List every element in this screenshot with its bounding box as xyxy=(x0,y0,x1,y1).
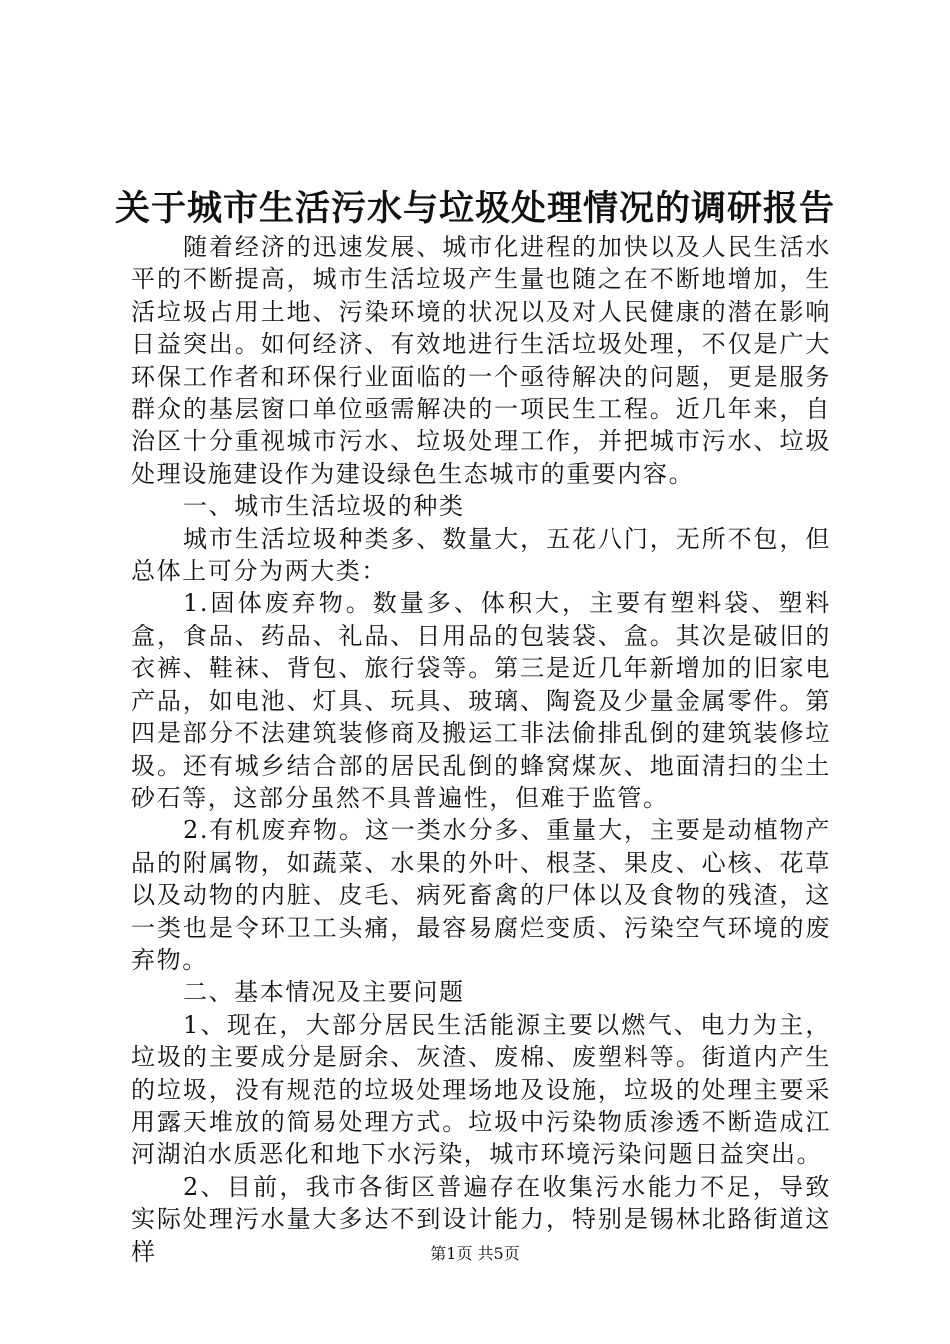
paragraph: 2、目前，我市各街区普遍存在收集污水能力不足，导致实际处理污水量大多达不到设计能力，特别是锡林北路街道这样 xyxy=(131,1172,831,1266)
document-body xyxy=(131,231,831,1268)
paragraph: 城市生活垃圾种类多、数量大，五花八门，无所不包，但总体上可分为两大类： xyxy=(131,524,831,586)
page-footer: 第1页 共5页 xyxy=(430,1244,520,1263)
paragraph: 1、现在，大部分居民生活能源主要以燃气、电力为主，垃圾的主要成分是厨余、灰渣、废棉、废塑料等。街道内产生的垃圾，没有规范的垃圾处理场地及设施，垃圾的处理主要采用露天堆放的简易处理方式。垃圾中污染物质渗透不断造成江河湖泊水质恶化和地下水污染，城市环境污染问题日益突出。 xyxy=(131,1010,831,1169)
paragraph: 1.固体废弃物。数量多、体积大，主要有塑料袋、塑料盒，食品、药品、礼品、日用品的包装袋、盒。其次是破旧的衣裤、鞋袜、背包、旅行袋等。第三是近几年新增加的旧家电产品，如电池、灯具、玩具、玻璃、陶瓷及少量金属零件。第四是部分不法建筑装修商及搬运工非法偷排乱倒的建筑装修垃圾。还有城乡结合部的居民乱倒的蜂窝煤灰、地面清扫的尘土砂石等，这部分虽然不具普遍性，但难于监管。 xyxy=(131,589,831,812)
paragraph-intro: 随着经济的迅速发展、城市化进程的加快以及人民生活水平的不断提高，城市生活垃圾产生量也随之在不断地增加，生活垃圾占用土地、污染环境的状况以及对人民健康的潜在影响日益突出。如何经济、有效地进行生活垃圾处理，不仅是广大环保工作者和环保行业面临的一个亟待解决的问题，更是服务群众的基层窗口单位亟需解决的一项民生工程。近几年来，自治区十分重视城市污水、垃圾处理工作，并把城市污水、垃圾处理设施建设作为建设绿色生态城市的重要内容。 xyxy=(131,233,831,488)
section-heading-2: 二、基本情况及主要问题 xyxy=(183,978,465,1007)
section-heading-1: 一、城市生活垃圾的种类 xyxy=(183,492,465,521)
paragraph: 2.有机废弃物。这一类水分多、重量大，主要是动植物产品的附属物，如蔬菜、水果的外叶、根茎、果皮、心核、花草以及动物的内脏、皮毛、病死畜禽的尸体以及食物的残渣，这一类也是令环卫工头痛，最容易腐烂变质、污染空气环境的废弃物。 xyxy=(131,816,831,974)
document-title: 关于城市生活污水与垃圾处理情况的调研报告 xyxy=(114,188,835,229)
